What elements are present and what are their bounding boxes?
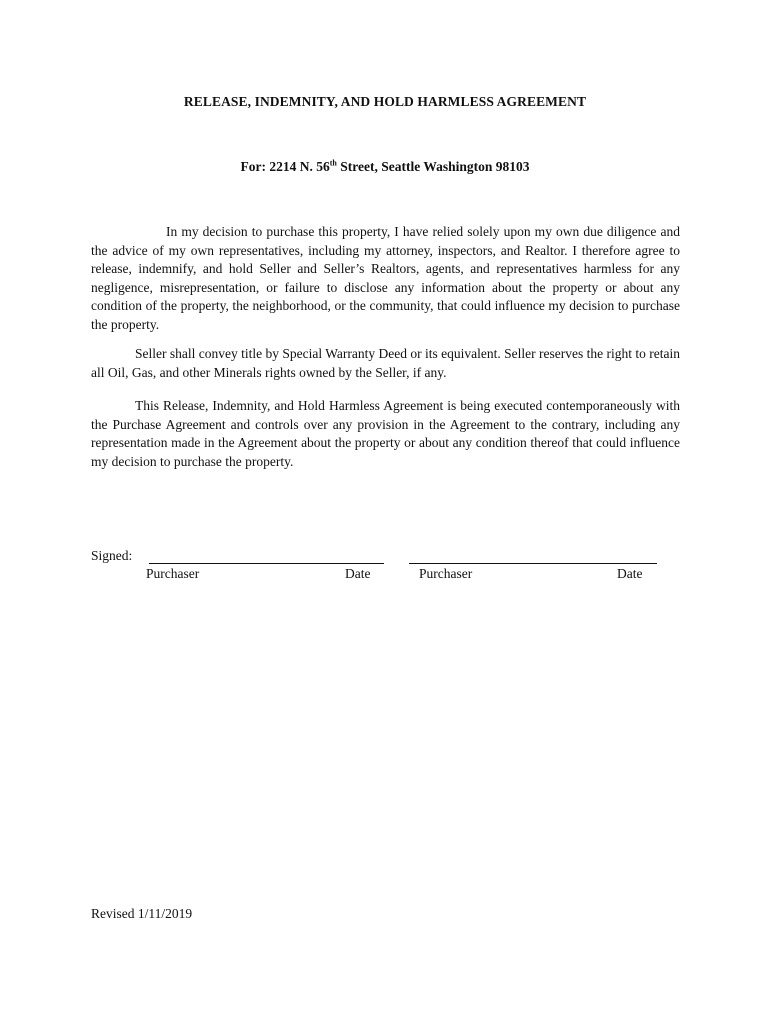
signature-line-2[interactable] [409,563,657,564]
paragraph-execution: This Release, Indemnity, and Hold Harmless Agreement is being executed contemporaneously with the Purchase Agreement and controls over any provision in the Agreement to the contrary, including any representation made in the Agreement about the property or about any condition thereof that could influence my decision to purchase the property. [91,398,680,469]
document-title: RELEASE, INDEMNITY, AND HOLD HARMLESS AGREEMENT [183,94,587,109]
address-suffix: Street, Seattle Washington 98103 [336,159,530,174]
property-address [0,159,770,175]
date-caption-2: Date [617,566,643,581]
signed-label: Signed: [91,548,133,563]
purchaser-caption-1: Purchaser [146,566,200,581]
purchaser-caption-2: Purchaser [419,566,473,581]
signature-line-1[interactable] [149,563,384,564]
paragraph-due-diligence: In my decision to purchase this property, I have relied solely upon my own due diligence and the advice of my own representatives, including my attorney, inspectors, and Realtor. I therefore agree to release, indemnify, and hold Seller and Seller’s Realtors, agents, and representatives harmless for any negligence, misrepresentation, or failure to disclose any information about the property or about any condition of the property, the neighborhood, or the community, that could influence my decision to purchase the property. [91,224,680,332]
address-prefix: For: 2214 N. 56 [240,159,330,174]
date-caption-1: Date [345,566,371,581]
paragraph-warranty-deed: Seller shall convey title by Special Warranty Deed or its equivalent. Seller reserves the right to retain all Oil, Gas, and other Minerals rights owned by the Seller, if any. [91,346,680,380]
address-ordinal-suffix: th [329,158,337,168]
revision-date: Revised 1/11/2019 [91,906,193,921]
